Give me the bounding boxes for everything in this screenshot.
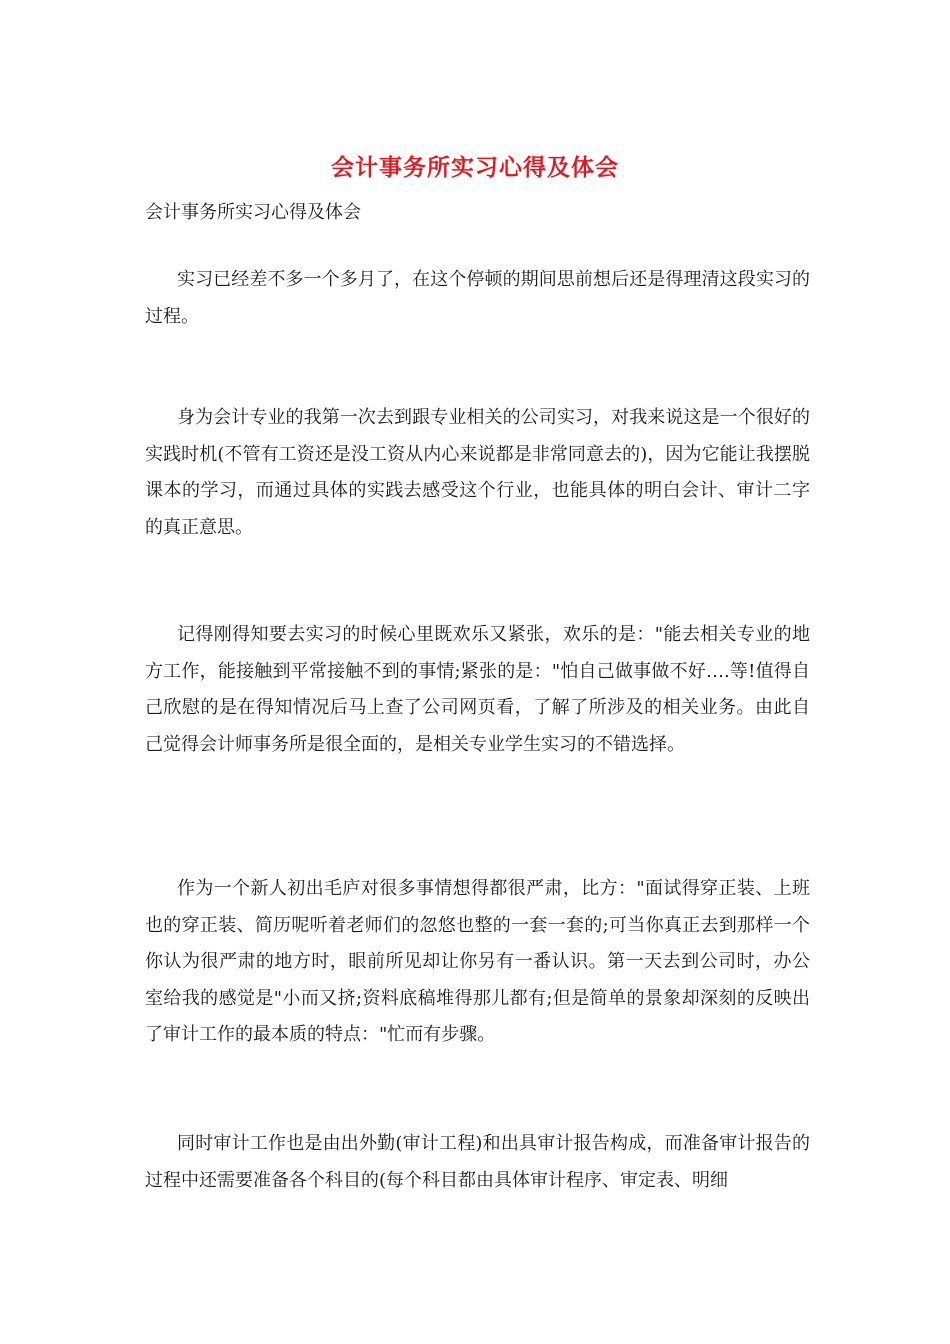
paragraph-4: 作为一个新人初出毛庐对很多事情想得都很严肃，比方："面试得穿正装、上班也的穿正装、简历呢听着老师们的忽悠也整的一套一套的;可当你真正去到那样一个你认为很严肃的地方时，眼前所见却让你另有一番认识。第一天去到公司时，办公室给我的感觉是"小而又挤;资料底稿堆得那儿都有;但是简单的景象却深刻的反映出了审计工作的最本质的特点："忙而有步骤。 xyxy=(145,878,810,1045)
paragraph-5: 同时审计工作也是由出外勤(审计工程)和出具审计报告构成，而准备审计报告的过程中还需要准备各个科目的(每个科目都由具体审计程序、审定表、明细 xyxy=(145,1133,810,1191)
paragraph-3: 记得刚得知要去实习的时候心里既欢乐又紧张，欢乐的是："能去相关专业的地方工作，能接触到平常接触不到的事情;紧张的是："怕自己做事做不好….等!值得自己欣慰的是在得知情况后马上查了公司网页看，了解了所涉及的相关业务。由此自己觉得会计师事务所是很全面的，是相关专业学生实习的不错选择。 xyxy=(145,624,810,755)
document-title: 会计事务所实习心得及体会 xyxy=(331,154,619,181)
paragraph-2: 身为会计专业的我第一次去到跟专业相关的公司实习，对我来说这是一个很好的实践时机(不管有工资还是没工资从内心来说都是非常同意去的)，因为它能让我摆脱课本的学习，而通过具体的实践去感受这个行业，也能具体的明白会计、审计二字的真正意思。 xyxy=(145,407,810,538)
paragraph-1: 实习已经差不多一个多月了，在这个停顿的期间思前想后还是得理清这段实习的过程。 xyxy=(145,269,810,327)
document-subtitle: 会计事务所实习心得及体会 xyxy=(145,202,361,223)
